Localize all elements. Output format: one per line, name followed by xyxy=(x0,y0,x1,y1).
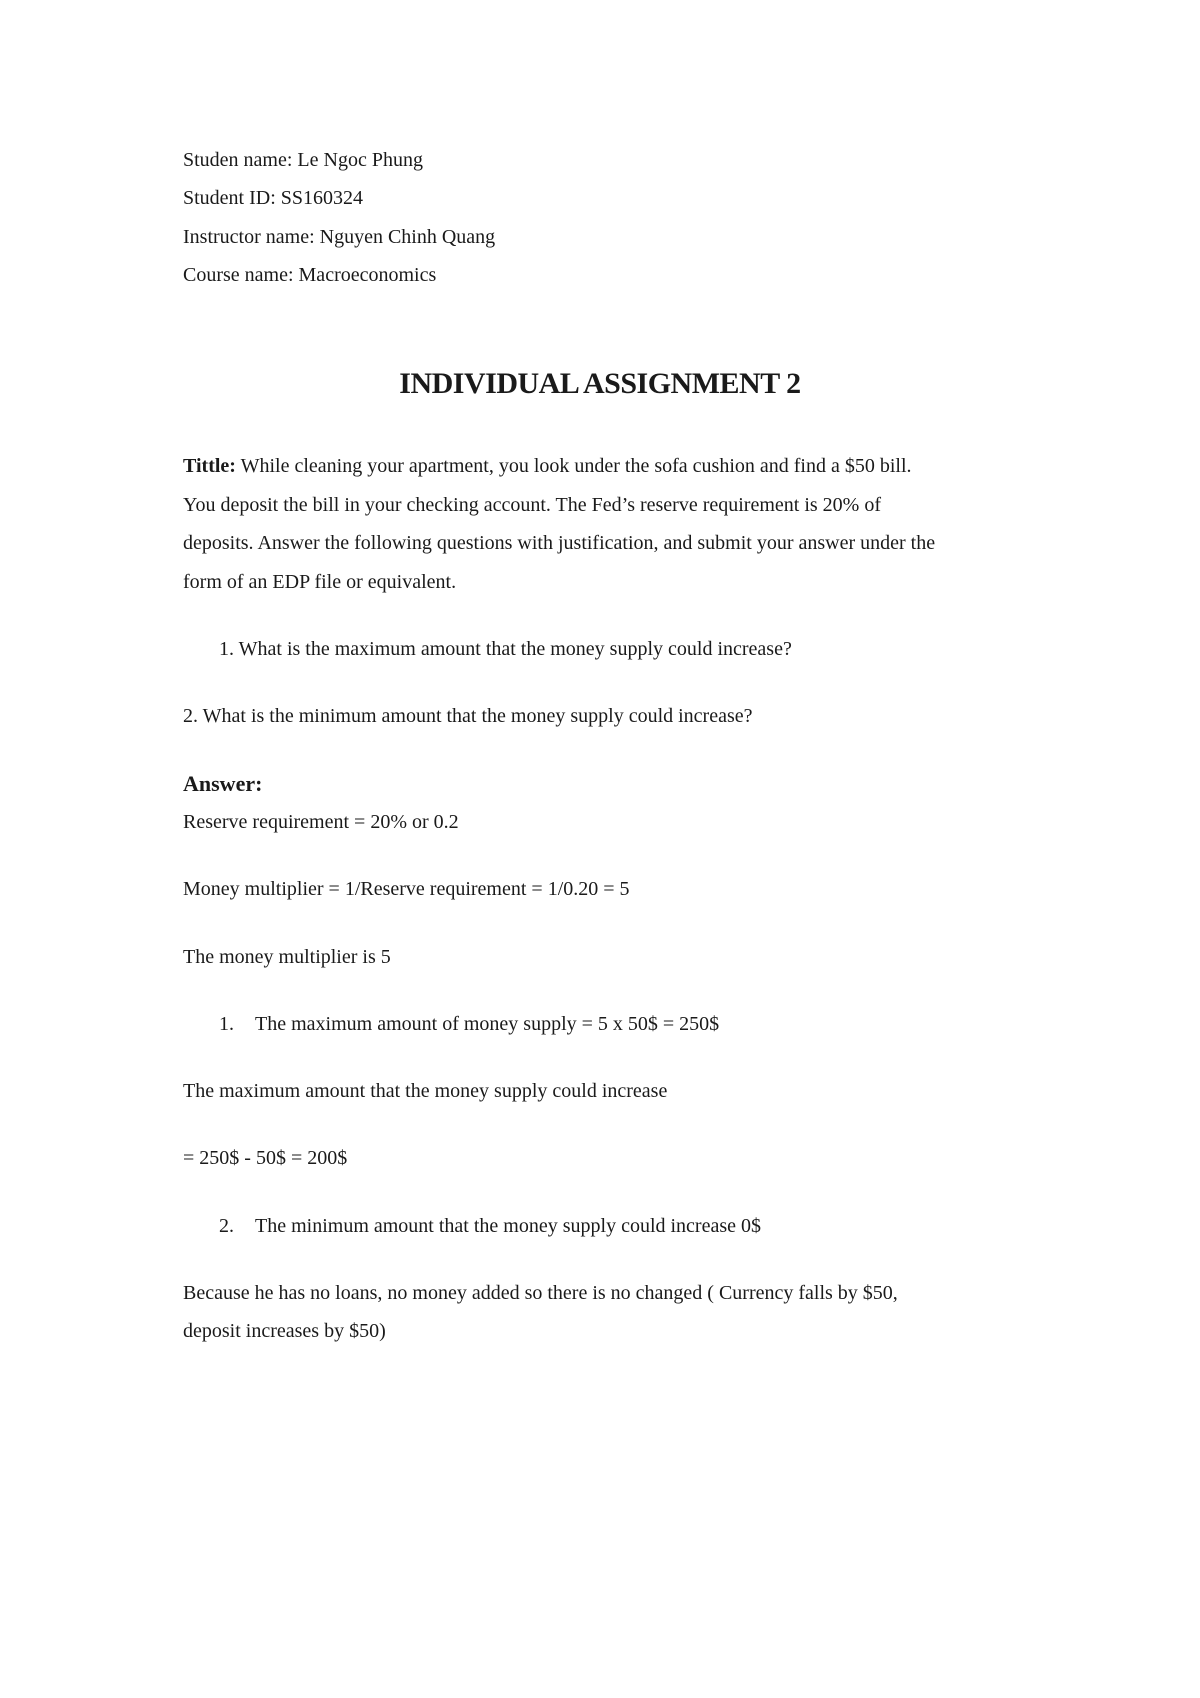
problem-line-2: You deposit the bill in your checking account. The Fed’s reserve requirement is 20% of xyxy=(183,494,881,516)
problem-label: Tittle: xyxy=(183,455,236,477)
answer-1-explain-2: = 250$ - 50$ = 200$ xyxy=(183,1147,348,1169)
because-line-1: Because he has no loans, no money added so there is no changed ( Currency falls by $50, xyxy=(183,1282,898,1304)
question-1: 1. What is the maximum amount that the money supply could increase? xyxy=(219,638,792,660)
answer-2-number: 2. xyxy=(219,1215,234,1237)
page-title: INDIVIDUAL ASSIGNMENT 2 xyxy=(399,367,801,400)
question-2: 2. What is the minimum amount that the money supply could increase? xyxy=(183,705,753,727)
answer-2-text: The minimum amount that the money supply could increase 0$ xyxy=(255,1215,762,1237)
answer-1-number: 1. xyxy=(219,1013,234,1035)
problem-text-1: While cleaning your apartment, you look under the sofa cushion and find a $50 bill. xyxy=(235,455,912,477)
answer-reserve: Reserve requirement = 20% or 0.2 xyxy=(183,811,459,833)
because-line-2: deposit increases by $50) xyxy=(183,1320,386,1342)
problem-line-3: deposits. Answer the following questions with justification, and submit your answer under the xyxy=(183,532,936,554)
answer-2 xyxy=(219,1214,761,1238)
course-name: Course name: Macroeconomics xyxy=(183,264,437,286)
answer-1-explain-1: The maximum amount that the money supply could increase xyxy=(183,1080,668,1102)
student-id: Student ID: SS160324 xyxy=(183,187,364,209)
problem-line-1 xyxy=(183,454,912,478)
student-name: Studen name: Le Ngoc Phung xyxy=(183,149,423,171)
answer-multiplier-result: The money multiplier is 5 xyxy=(183,946,391,968)
answer-multiplier-formula: Money multiplier = 1/Reserve requirement = 1/0.20 = 5 xyxy=(183,878,630,900)
answer-heading: Answer: xyxy=(183,771,263,796)
answer-1-text: The maximum amount of money supply = 5 x 50$ = 250$ xyxy=(255,1013,720,1035)
problem-line-4: form of an EDP file or equivalent. xyxy=(183,571,457,593)
instructor-name: Instructor name: Nguyen Chinh Quang xyxy=(183,226,496,248)
answer-1 xyxy=(219,1012,719,1036)
